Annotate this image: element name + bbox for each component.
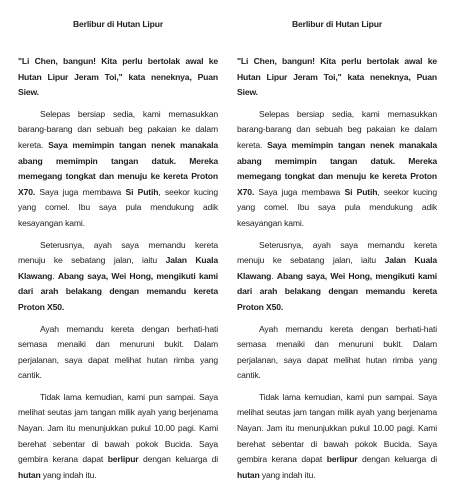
bold-run: Jalan Kuala Klawang [18,255,218,281]
text-run: Saya juga membawa [39,186,122,197]
text-run: dengan keluarga di [143,454,218,465]
text-run: Tidak lama kemudian, kami pun sampai. Saya melihat seutas jam tangan milik ayah yang berjenama Nayan. Jam itu menunjukkan pukul 10.00 pagi. Kami berehat sebentar di bawah pokok Bucida. Saya gembira kerana dapat [18,391,218,465]
bold-run: Abang saya, Wei Hong, mengikuti kami dari arah belakang dengan memandu kereta Proton X50. [237,270,437,312]
bold-run: berlipur [107,454,139,465]
paragraph-3 [237,238,437,316]
story-column-right [237,18,437,480]
text-run: , seekor kucing yang comel. Ibu saya pula mendukung adik kesayangan kami. [18,186,218,228]
paragraph-1 [237,54,437,101]
text-run: . [52,270,55,281]
text-run: . [271,270,274,281]
text-run: , seekor kucing yang comel. Ibu saya pula mendukung adik kesayangan kami. [237,186,437,228]
dialogue-text: "Li Chen, bangun! Kita perlu bertolak awal ke Hutan Lipur Jeram Toi," kata neneknya, Puan Siew. [18,56,218,98]
text-run: yang indah itu. [261,469,316,480]
bold-run: Saya memimpin tangan nenek manakala abang memimpin tangan datuk. Mereka memegang tongkat dan menuju ke kereta Proton X70. [18,139,218,197]
text-run: dengan keluarga di [362,454,437,465]
text-run: Tidak lama kemudian, kami pun sampai. Saya melihat seutas jam tangan milik ayah yang berjenama Nayan. Jam itu menunjukkan pukul 10.00 pagi. Kami berehat sebentar di bawah pokok Bucida. Saya gembira kerana dapat [237,391,437,465]
dialogue-text: "Li Chen, bangun! Kita perlu bertolak awal ke Hutan Lipur Jeram Toi," kata neneknya, Puan Siew. [237,56,437,98]
story-title: Berlibur di Hutan Lipur [291,19,383,29]
text-run: Selepas bersiap sedia, kami memasukkan barang-barang dan sebuah beg pakaian ke dalam kereta. [237,108,437,150]
paragraph-4: Ayah memandu kereta dengan berhati-hati semasa menaiki dan menuruni bukit. Dalam perjalanan, saya dapat melihat hutan rimba yang cantik. [18,323,218,381]
paragraph-1 [18,54,218,101]
bold-run: hutan [18,469,41,480]
paragraph-5 [237,390,437,483]
bold-run: Si Putih [125,186,159,197]
story-column-left [18,18,218,480]
paragraph-3 [18,238,218,316]
story-title: Berlibur di Hutan Lipur [72,19,164,29]
text-run: Saya juga membawa [258,186,341,197]
text-run: Seterusnya, ayah saya memandu kereta menuju ke sebatang jalan, iaitu [237,239,437,266]
bold-run: Saya memimpin tangan nenek manakala abang memimpin tangan datuk. Mereka memegang tongkat dan menuju ke kereta Proton X70. [237,139,437,197]
text-run: Selepas bersiap sedia, kami memasukkan barang-barang dan sebuah beg pakaian ke dalam kereta. [18,108,218,150]
bold-run: Jalan Kuala Klawang [237,255,437,281]
paragraph-2 [18,107,218,232]
paragraph-5 [18,390,218,483]
paragraph-4: Ayah memandu kereta dengan berhati-hati semasa menaiki dan menuruni bukit. Dalam perjalanan, saya dapat melihat hutan rimba yang cantik. [237,323,437,381]
text-run: yang indah itu. [42,469,97,480]
bold-run: berlipur [326,454,358,465]
bold-run: hutan [237,469,260,480]
paragraph-2 [237,107,437,232]
bold-run: Abang saya, Wei Hong, mengikuti kami dari arah belakang dengan memandu kereta Proton X50. [18,270,218,312]
text-run: Seterusnya, ayah saya memandu kereta menuju ke sebatang jalan, iaitu [18,239,218,266]
bold-run: Si Putih [344,186,378,197]
